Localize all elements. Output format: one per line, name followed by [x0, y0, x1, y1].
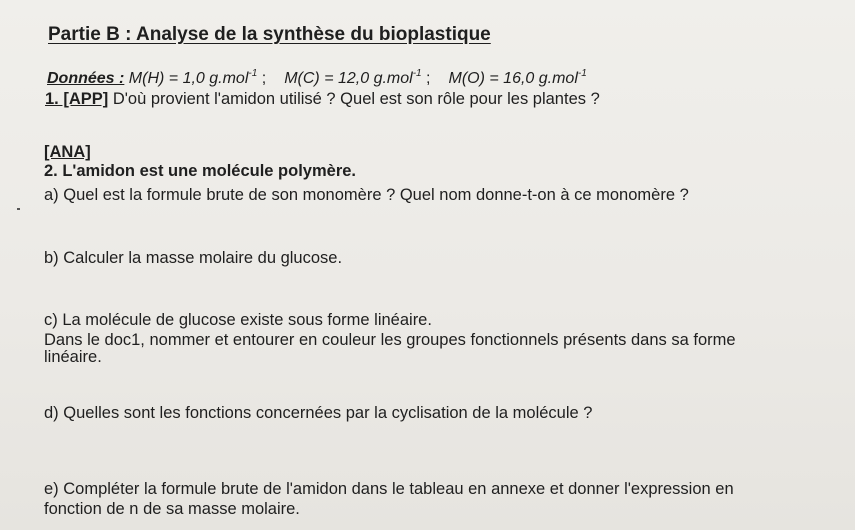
question-2b: b) Calculer la masse molaire du glucose. [44, 249, 343, 267]
question-2-heading: 2. L'amidon est une molécule polymère. [44, 162, 357, 180]
question-2c-line-1: c) La molécule de glucose existe sous forme linéaire. [44, 311, 432, 329]
question-2c-line-3: linéaire. [44, 348, 102, 366]
separator: ; [261, 70, 267, 87]
molar-mass-h: M(H) = 1,0 g.mol$^{-1}$ [128, 68, 258, 87]
given-data-label: Données : [47, 70, 125, 87]
question-2a: a) Quel est la formule brute de son monomère ? Quel nom donne-t-on à ce monomère ? [44, 186, 689, 204]
question-1-text: D'où provient l'amidon utilisé ? Quel est son rôle pour les plantes ? [108, 90, 600, 108]
question-2e-line-2: fonction de n de sa masse molaire. [44, 500, 300, 518]
molar-mass-o: M(O) = 16,0 g.mol$^{-1}$ [448, 68, 587, 87]
molar-mass-c: M(C) = 12,0 g.mol$^{-1}$ [284, 68, 422, 87]
question-2d: d) Quelles sont les fonctions concernées par la cyclisation de la molécule ? [44, 404, 593, 422]
separator: ; [426, 70, 431, 87]
given-data [47, 64, 587, 89]
question-1-tag: 1. [APP] [45, 90, 109, 108]
question-2c-line-2: Dans le doc1, nommer et entourer en couleur les groupes fonctionnels présents dans sa forme [44, 331, 736, 349]
question-2e-line-1: e) Compléter la formule brute de l'amidon dans le tableau en annexe et donner l'expression en [44, 480, 734, 498]
margin-mark [17, 208, 20, 210]
ana-tag: [ANA] [44, 143, 91, 161]
section-title: Partie B : Analyse de la synthèse du bioplastique [48, 24, 491, 45]
question-1 [45, 89, 600, 109]
